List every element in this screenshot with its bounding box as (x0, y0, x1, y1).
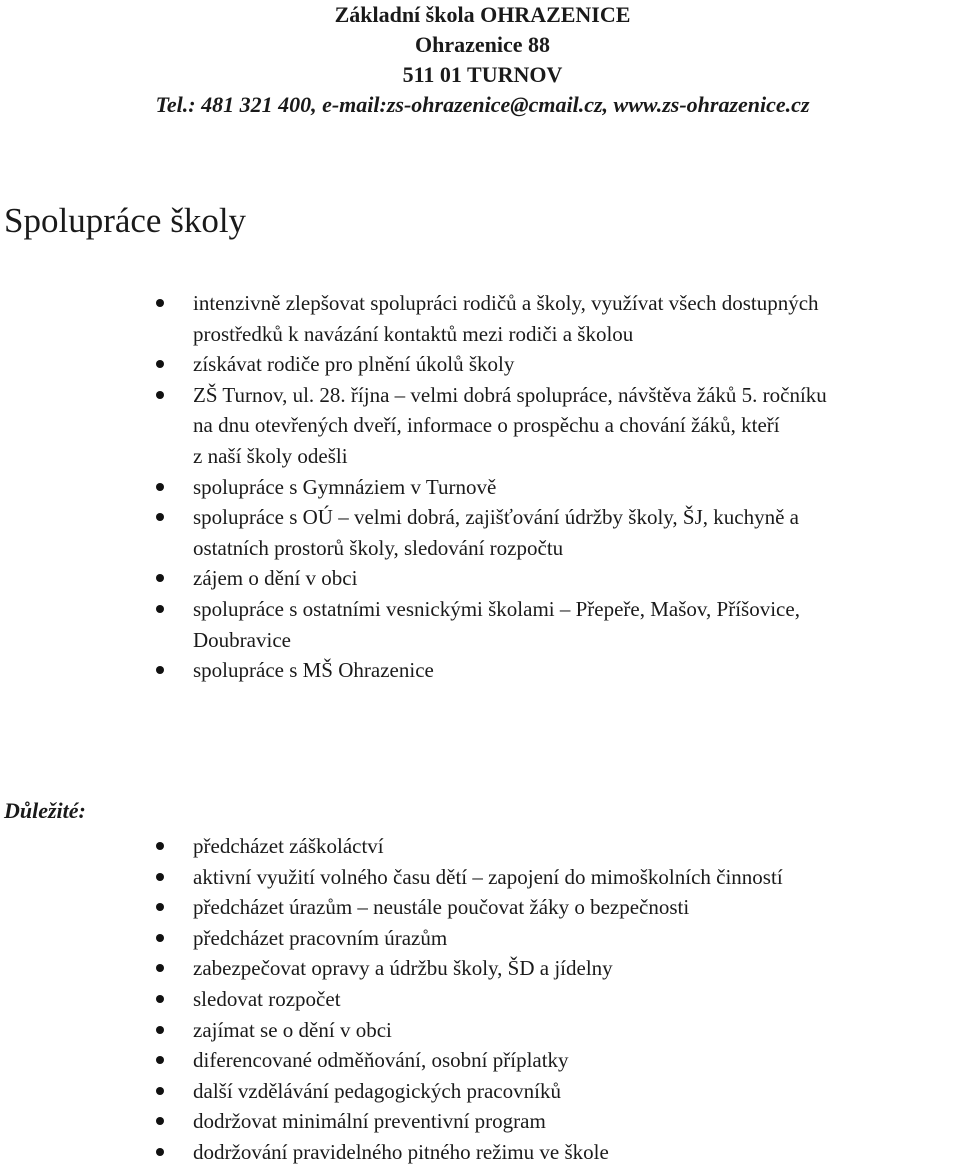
bullet-icon (156, 1087, 164, 1095)
bullet-icon (156, 873, 164, 881)
list-item: sledovat rozpočet (0, 984, 960, 1015)
cooperation-list (0, 288, 960, 686)
list-item: ZŠ Turnov, ul. 28. října – velmi dobrá spolupráce, návštěva žáků 5. ročníku na dnu otevřených dveří, informace o prospěchu a chování žáků, kteří z naší školy odešli (0, 380, 960, 472)
page-title: Spolupráce školy (4, 201, 247, 240)
list-item: spolupráce s MŠ Ohrazenice (0, 655, 960, 686)
list-item: zabezpečovat opravy a údržbu školy, ŠD a jídelny (0, 953, 960, 984)
letterhead (0, 0, 960, 120)
bullet-icon (156, 1117, 164, 1125)
bullet-icon (156, 666, 164, 674)
school-street: Ohrazenice 88 (414, 32, 551, 57)
bullet-icon (156, 964, 164, 972)
bullet-icon (156, 391, 164, 399)
school-city: 511 01 TURNOV (402, 62, 563, 87)
list-item: předcházet úrazům – neustále poučovat žáky o bezpečnosti (0, 892, 960, 923)
list-item: spolupráce s ostatními vesnickými školami – Přepeře, Mašov, Příšovice, Doubravice (0, 594, 960, 655)
bullet-icon (156, 1026, 164, 1034)
list-item: intenzivně zlepšovat spolupráci rodičů a školy, využívat všech dostupných prostředků k navázání kontaktů mezi rodiči a školou (0, 288, 960, 349)
bullet-icon (156, 1056, 164, 1064)
important-heading: Důležité: (4, 798, 86, 823)
bullet-icon (156, 934, 164, 942)
list-item: dodržovat minimální preventivní program (0, 1106, 960, 1137)
list-item: zájem o dění v obci (0, 563, 960, 594)
school-name: Základní škola OHRAZENICE (334, 2, 631, 27)
bullet-icon (156, 605, 164, 613)
list-item: dodržování pravidelného pitného režimu ve škole (0, 1137, 960, 1168)
list-item: aktivní využití volného času dětí – zapojení do mimoškolních činností (0, 862, 960, 893)
bullet-icon (156, 574, 164, 582)
bullet-icon (156, 513, 164, 521)
bullet-icon (156, 903, 164, 911)
important-list (0, 831, 960, 1168)
bullet-icon (156, 1148, 164, 1156)
bullet-icon (156, 995, 164, 1003)
list-item: předcházet záškoláctví (0, 831, 960, 862)
bullet-icon (156, 842, 164, 850)
list-item: spolupráce s OÚ – velmi dobrá, zajišťování údržby školy, ŠJ, kuchyně a ostatních prostorů školy, sledování rozpočtu (0, 502, 960, 563)
bullet-icon (156, 360, 164, 368)
list-item: diferencované odměňování, osobní příplatky (0, 1045, 960, 1076)
list-item: předcházet pracovním úrazům (0, 923, 960, 954)
bullet-icon (156, 483, 164, 491)
list-item: další vzdělávání pedagogických pracovníků (0, 1076, 960, 1107)
list-item: zajímat se o dění v obci (0, 1015, 960, 1046)
list-item: spolupráce s Gymnáziem v Turnově (0, 472, 960, 503)
school-contact: Tel.: 481 321 400, e-mail:zs-ohrazenice@cmail.cz, www.zs-ohrazenice.cz (155, 92, 810, 117)
bullet-icon (156, 299, 164, 307)
list-item: získávat rodiče pro plnění úkolů školy (0, 349, 960, 380)
